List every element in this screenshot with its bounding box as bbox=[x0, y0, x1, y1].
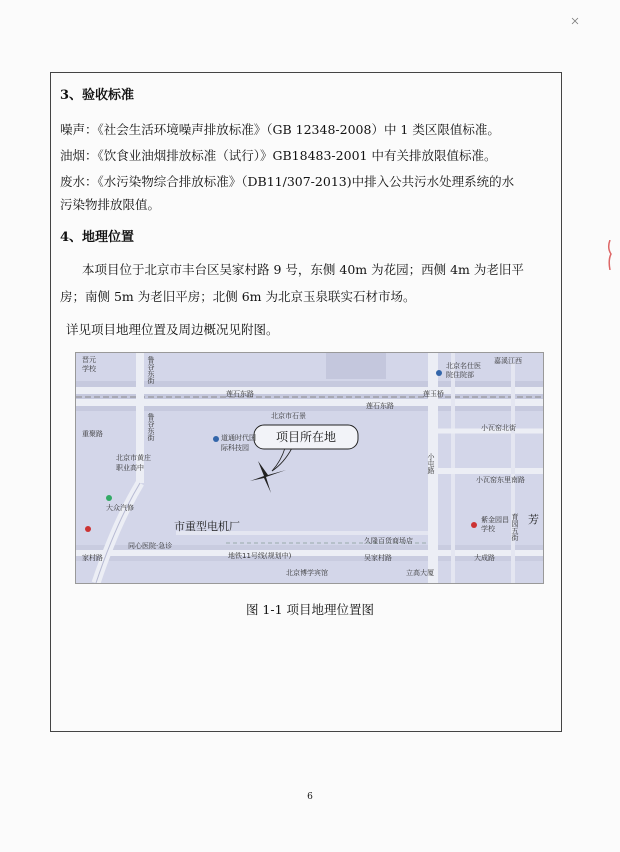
section-4-heading: 4、地理位置 bbox=[60, 230, 135, 245]
project-location-callout: 项目所在地 bbox=[275, 430, 336, 444]
map-label: 莲石东路 bbox=[366, 402, 394, 410]
map-label: 院住院部 bbox=[446, 371, 474, 379]
map-label: 地铁11号线(规划中) bbox=[228, 552, 292, 560]
fume-standard: 油烟：《饮食业油烟排放标准（试行）》GB18483-2001 中有关排放限值标准。 bbox=[60, 148, 497, 163]
figure-caption: 图 1-1 项目地理位置图 bbox=[245, 602, 375, 617]
map-label: 育园五街 bbox=[511, 513, 519, 541]
map-label: 职业高中 bbox=[116, 464, 144, 472]
location-paragraph-line1: 本项目位于北京市丰台区吴家村路 9 号，东侧 40m 为花园；西侧 4m 为老旧平 bbox=[82, 262, 524, 277]
map-label: 莲石东路 bbox=[226, 390, 254, 398]
map-label: 吴家村路 bbox=[364, 554, 392, 562]
map-label: 嘉溪江西 bbox=[494, 357, 522, 365]
scan-corner-mark bbox=[570, 16, 580, 26]
wastewater-standard-line2: 污染物排放限值。 bbox=[60, 197, 161, 212]
wastewater-standard-line1: 废水：《水污染物综合排放标准》（DB11/307-2013)中排入公共污水处理系统的水 bbox=[60, 174, 515, 189]
page-number: 6 bbox=[307, 792, 313, 802]
map-label: 大众汽修 bbox=[106, 504, 134, 512]
map-label: 晋元 bbox=[82, 356, 96, 364]
map-label: 鲁谷东街 bbox=[147, 413, 155, 441]
map-label: 立高大厦 bbox=[406, 569, 434, 577]
map-label: 北京名仕医 bbox=[446, 362, 481, 370]
map-label: 同心医院·急诊 bbox=[128, 542, 173, 550]
map-label: 重聚路 bbox=[82, 430, 103, 438]
map-label: 市重型电机厂 bbox=[174, 520, 240, 533]
noise-standard: 噪声：《社会生活环境噪声排放标准》（GB 12348-2008）中 1 类区限值标准。 bbox=[60, 122, 500, 137]
map-label: 小屯路 bbox=[427, 453, 435, 474]
map-label: 紫金园昌 bbox=[481, 516, 509, 524]
map-label: 芳 bbox=[528, 513, 539, 526]
map-label: 鲁谷东街 bbox=[147, 356, 155, 384]
map-label: 家村路 bbox=[82, 554, 103, 562]
location-map bbox=[75, 352, 544, 584]
map-label: 北京市黄庄 bbox=[116, 454, 151, 462]
map-label: 大成路 bbox=[474, 554, 495, 562]
location-paragraph-line2: 房；南侧 5m 为老旧平房；北侧 6m 为北京玉泉联实石材市场。 bbox=[60, 289, 416, 304]
map-label: 久隆百货商场店 bbox=[364, 537, 413, 545]
map-label: 学校 bbox=[82, 365, 96, 373]
map-label: 小瓦窑东里南路 bbox=[476, 476, 525, 484]
map-label: 小瓦窑北街 bbox=[481, 424, 516, 432]
map-label: 道通时代国 bbox=[221, 434, 256, 442]
map-label: 北京博学宾馆 bbox=[286, 569, 328, 577]
map-label: 莲玉桥 bbox=[423, 390, 444, 398]
section-3-heading: 3、验收标准 bbox=[60, 88, 135, 103]
see-attached-map-note: 详见项目地理位置及周边概况见附图。 bbox=[66, 322, 279, 337]
map-label: 际科技园 bbox=[221, 444, 249, 452]
red-stamp-edge bbox=[606, 240, 614, 270]
map-label: 北京市石景 bbox=[271, 412, 306, 420]
map-label: 学校 bbox=[481, 525, 495, 533]
